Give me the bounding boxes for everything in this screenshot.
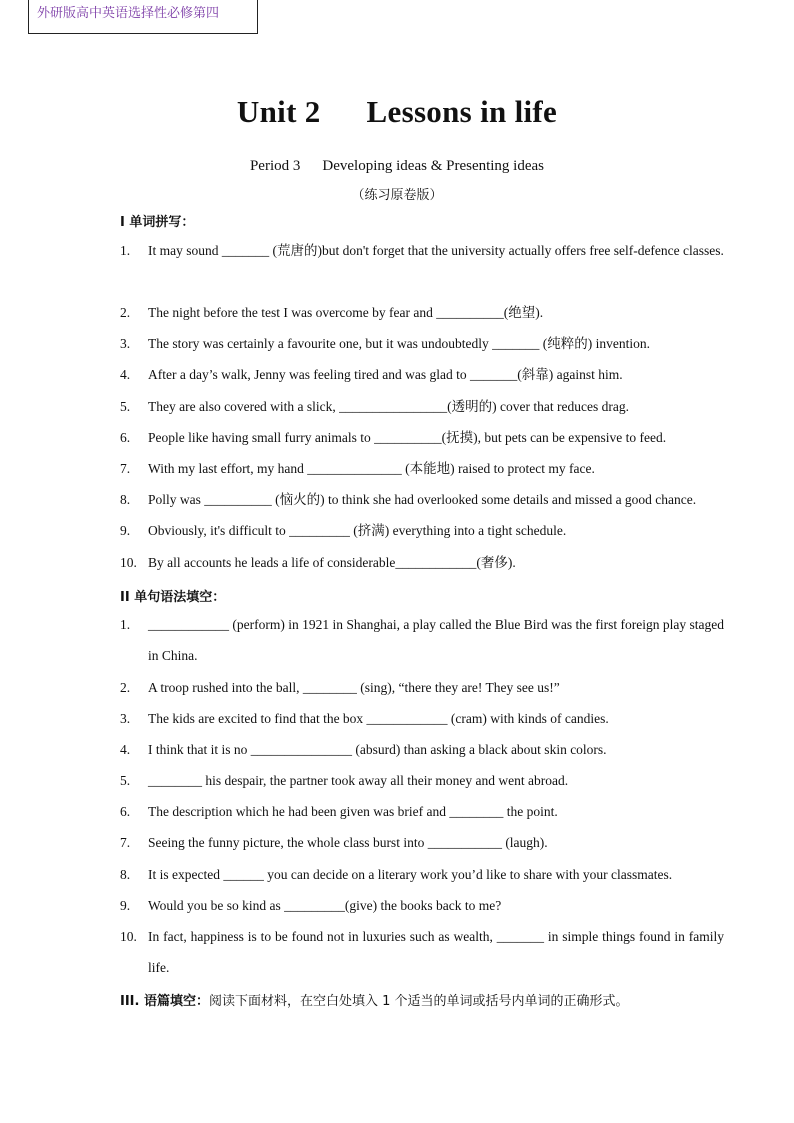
item-number: 9. (120, 523, 131, 538)
s1-item-4 (120, 359, 724, 390)
s2-item-2 (120, 672, 724, 703)
item-number: 1. (120, 243, 131, 258)
section2-heading: II 单句语法填空： (120, 590, 226, 605)
item-number: 2. (120, 680, 131, 695)
s1-item-7 (120, 453, 724, 484)
item-text: By all accounts he leads a life of considerable____________(奢侈). (148, 555, 516, 570)
item-number: 3. (120, 336, 131, 351)
s2-item-8 (120, 859, 724, 890)
item-text: With my last effort, my hand ______________ (本能地) raised to protect my face. (148, 461, 595, 476)
item-text: It is expected ______ you can decide on a literary work you’d like to share with your classmates. (148, 867, 673, 882)
item-number: 8. (120, 867, 131, 882)
item-number: 6. (120, 430, 131, 445)
item-number: 10. (120, 555, 137, 570)
item-text: Would you be so kind as _________(give) the books back to me? (148, 898, 502, 913)
period-label: Period 3 (249, 158, 301, 174)
s1-item-5 (120, 391, 724, 422)
unit-name: Lessons in life (366, 94, 558, 129)
s1-item-8 (120, 484, 724, 515)
item-text: Polly was __________ (恼火的) to think she had overlooked some details and missed a good chance. (148, 492, 697, 507)
item-text: Obviously, it's difficult to _________ (挤满) everything into a tight schedule. (148, 523, 567, 538)
unit-label: Unit 2 (236, 94, 321, 129)
item-number: 4. (120, 742, 131, 757)
section1-heading: I 单词拼写： (120, 215, 195, 230)
item-text: In fact, happiness is to be found not in luxuries such as wealth, _______ in simple things found in family life. (148, 929, 724, 975)
item-number: 2. (120, 305, 131, 320)
item-text: ________ his despair, the partner took away all their money and went abroad. (148, 773, 569, 788)
section3-title: III. 语篇填空： (120, 994, 209, 1009)
item-text: After a day’s walk, Jenny was feeling tired and was glad to _______(斜靠) against him. (148, 367, 623, 382)
item-number: 1. (120, 617, 131, 632)
item-text: People like having small furry animals to __________(抚摸), but pets can be expensive to feed. (148, 430, 667, 445)
s2-item-5 (120, 765, 724, 796)
version-note: （练习原卷版） (351, 188, 443, 203)
item-number: 8. (120, 492, 131, 507)
item-number: 10. (120, 929, 137, 944)
item-number: 4. (120, 367, 131, 382)
section3-heading (120, 990, 629, 1009)
item-text: A troop rushed into the ball, ________ (sing), “there they are! They see us!” (148, 680, 560, 695)
item-number: 5. (120, 399, 131, 414)
section3-instruction: 阅读下面材料，在空白处填入 1 个适当的单词或括号内单词的正确形式。 (208, 994, 629, 1009)
item-text: I think that it is no _______________ (absurd) than asking a black about skin colors. (148, 742, 607, 757)
s2-item-9 (120, 890, 724, 921)
s2-item-10 (120, 921, 724, 983)
s2-item-7 (120, 827, 724, 858)
page-subtitle (0, 158, 794, 175)
page-title (0, 94, 794, 130)
item-number: 6. (120, 804, 131, 819)
item-text: The story was certainly a favourite one, but it was undoubtedly _______ (纯粹的) invention. (148, 336, 651, 351)
s1-item-1 (120, 235, 724, 266)
item-text: They are also covered with a slick, ________________(透明的) cover that reduces drag. (148, 399, 629, 414)
s1-item-6 (120, 422, 724, 453)
s2-item-6 (120, 796, 724, 827)
item-text: Seeing the funny picture, the whole class burst into ___________ (laugh). (148, 835, 548, 850)
s2-item-4 (120, 734, 724, 765)
s1-item-3 (120, 328, 724, 359)
header-tag: 外研版高中英语选择性必修第四 (28, 0, 258, 34)
item-number: 5. (120, 773, 131, 788)
item-text: It may sound _______ (荒唐的)but don't forget that the university actually offers free self-defence classes. (148, 243, 724, 258)
item-number: 7. (120, 835, 131, 850)
item-number: 9. (120, 898, 131, 913)
s1-item-10 (120, 547, 724, 578)
s2-item-1 (120, 609, 724, 671)
item-text: The night before the test I was overcome by fear and __________(绝望). (148, 305, 544, 320)
s1-item-2 (120, 297, 724, 328)
item-number: 7. (120, 461, 131, 476)
s1-item-9 (120, 515, 724, 546)
period-topic: Developing ideas & Presenting ideas (322, 158, 545, 174)
item-text: The kids are excited to find that the box ____________ (cram) with kinds of candies. (148, 711, 609, 726)
s2-item-3 (120, 703, 724, 734)
item-text: The description which he had been given was brief and ________ the point. (148, 804, 558, 819)
item-text: ____________ (perform) in 1921 in Shanghai, a play called the Blue Bird was the first foreign play staged in China. (148, 617, 724, 663)
item-number: 3. (120, 711, 131, 726)
